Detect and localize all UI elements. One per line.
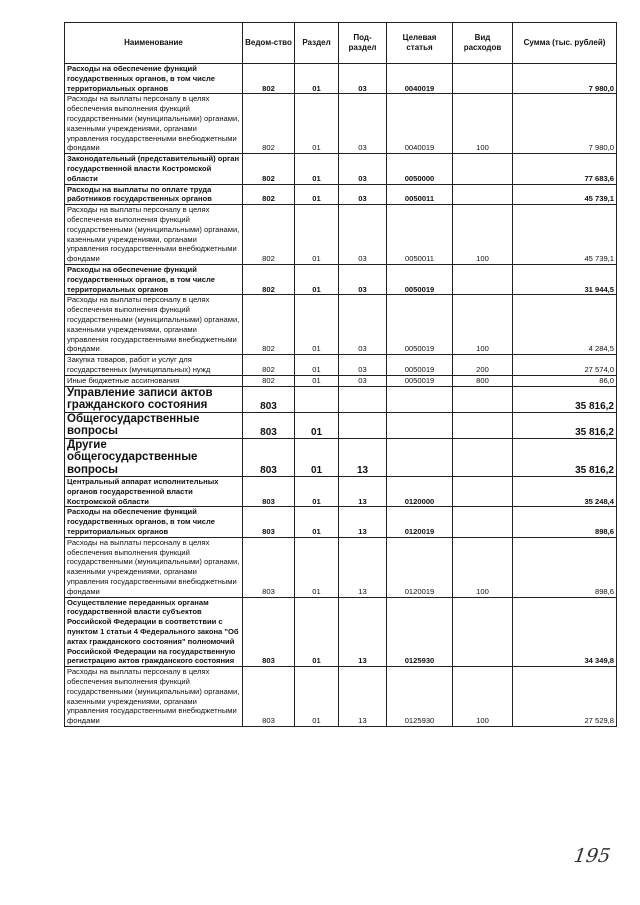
table-row [65,355,617,376]
cell-article: 0120000 [387,477,453,507]
cell-dept: 802 [243,64,295,94]
table-row [65,264,617,294]
cell-subsection: 03 [339,355,387,376]
cell-name: Центральный аппарат исполнительных органов государственной власти Костромской области [65,477,243,507]
cell-name: Расходы на выплаты персоналу в целях обеспечения выполнения функций государственными (муниципальными) органами, казенными учреждениями, органами управления государственными внебюджетными фондами [65,94,243,154]
cell-expense-type [453,154,513,184]
cell-expense-type [453,386,513,412]
cell-name: Иные бюджетные ассигнования [65,375,243,386]
table-row [65,438,617,477]
cell-section: 01 [295,154,339,184]
budget-table [64,22,617,727]
cell-amount: 898,6 [513,537,617,597]
cell-dept: 803 [243,438,295,477]
cell-expense-type: 100 [453,537,513,597]
cell-section: 01 [295,295,339,355]
cell-article: 0120019 [387,537,453,597]
cell-amount: 898,6 [513,507,617,537]
cell-subsection: 03 [339,205,387,265]
cell-dept: 803 [243,537,295,597]
cell-amount: 35 816,2 [513,412,617,438]
cell-amount: 45 739,1 [513,205,617,265]
cell-section: 01 [295,597,339,667]
cell-dept: 802 [243,94,295,154]
cell-amount: 35 248,4 [513,477,617,507]
cell-section: 01 [295,438,339,477]
table-row [65,386,617,412]
cell-subsection: 03 [339,264,387,294]
cell-expense-type: 100 [453,94,513,154]
cell-article: 0125930 [387,667,453,727]
cell-name: Расходы на обеспечение функций государственных органов, в том числе территориальных органов [65,64,243,94]
cell-section: 01 [295,184,339,205]
cell-name: Расходы на выплаты персоналу в целях обеспечения выполнения функций государственными (муниципальными) органами, казенными учреждениями, органами управления государственными внебюджетными фондами [65,667,243,727]
col-header-article: Целевая статья [387,23,453,64]
cell-dept: 802 [243,264,295,294]
cell-article: 0040019 [387,94,453,154]
cell-expense-type [453,438,513,477]
col-header-dept: Ведом-ство [243,23,295,64]
cell-dept: 803 [243,386,295,412]
table-row [65,184,617,205]
cell-expense-type [453,507,513,537]
cell-subsection: 13 [339,507,387,537]
cell-amount: 7 980,0 [513,94,617,154]
cell-article: 0050019 [387,355,453,376]
cell-name: Расходы на обеспечение функций государственных органов, в том числе территориальных органов [65,507,243,537]
cell-subsection [339,386,387,412]
cell-dept: 802 [243,154,295,184]
table-row [65,412,617,438]
cell-dept: 802 [243,355,295,376]
budget-sheet [64,22,616,727]
cell-subsection: 13 [339,537,387,597]
table-row [65,375,617,386]
cell-subsection [339,412,387,438]
cell-subsection: 13 [339,667,387,727]
cell-section: 01 [295,667,339,727]
cell-expense-type [453,412,513,438]
table-row [65,507,617,537]
cell-subsection: 03 [339,375,387,386]
cell-section [295,386,339,412]
cell-expense-type [453,597,513,667]
cell-article: 0040019 [387,64,453,94]
cell-article: 0050019 [387,375,453,386]
cell-article: 0125930 [387,597,453,667]
cell-expense-type: 100 [453,205,513,265]
cell-name: Расходы на выплаты персоналу в целях обеспечения выполнения функций государственными (муниципальными) органами, казенными учреждениями, органами управления государственными внебюджетными фондами [65,205,243,265]
cell-section: 01 [295,477,339,507]
cell-amount: 35 816,2 [513,438,617,477]
cell-section: 01 [295,507,339,537]
cell-dept: 802 [243,295,295,355]
cell-dept: 802 [243,375,295,386]
cell-section: 01 [295,205,339,265]
cell-article: 0050011 [387,184,453,205]
cell-subsection: 13 [339,597,387,667]
header-row [65,23,617,64]
cell-expense-type [453,184,513,205]
cell-dept: 803 [243,507,295,537]
table-row [65,154,617,184]
cell-dept: 802 [243,205,295,265]
cell-amount: 34 349,8 [513,597,617,667]
cell-name: Расходы на выплаты по оплате труда работников государственных органов [65,184,243,205]
cell-expense-type [453,64,513,94]
cell-name: Расходы на выплаты персоналу в целях обеспечения выполнения функций государственными (муниципальными) органами, казенными учреждениями, органами управления государственными внебюджетными фондами [65,537,243,597]
cell-subsection: 03 [339,184,387,205]
cell-dept: 803 [243,477,295,507]
col-header-section: Раздел [295,23,339,64]
cell-name: Управление записи актов гражданского состояния [65,386,243,412]
table-row [65,94,617,154]
cell-name: Расходы на выплаты персоналу в целях обеспечения выполнения функций государственными (муниципальными) органами, казенными учреждениями, органами управления государственными внебюджетными фондами [65,295,243,355]
cell-dept: 803 [243,667,295,727]
cell-amount: 7 980,0 [513,64,617,94]
cell-name: Законодательный (представительный) орган государственной власти Костромской области [65,154,243,184]
cell-expense-type [453,264,513,294]
page-number: 195 [572,845,612,867]
cell-amount: 27 574,0 [513,355,617,376]
cell-dept: 802 [243,184,295,205]
cell-article: 0050019 [387,264,453,294]
cell-amount: 4 284,5 [513,295,617,355]
cell-name: Другие общегосударственные вопросы [65,438,243,477]
cell-name: Закупка товаров, работ и услуг для государственных (муниципальных) нужд [65,355,243,376]
cell-expense-type: 100 [453,667,513,727]
cell-subsection: 03 [339,295,387,355]
table-row [65,205,617,265]
cell-section: 01 [295,264,339,294]
col-header-name: Наименование [65,23,243,64]
table-row [65,64,617,94]
cell-article: 0050000 [387,154,453,184]
col-header-subsection: Под-раздел [339,23,387,64]
cell-section: 01 [295,94,339,154]
table-row [65,667,617,727]
table-row [65,295,617,355]
cell-expense-type: 100 [453,295,513,355]
col-header-expense-type: Вид расходов [453,23,513,64]
cell-section: 01 [295,64,339,94]
cell-expense-type: 200 [453,355,513,376]
cell-article: 0050019 [387,295,453,355]
cell-article [387,386,453,412]
cell-subsection: 13 [339,477,387,507]
table-row [65,537,617,597]
table-row [65,477,617,507]
cell-section: 01 [295,412,339,438]
cell-article: 0050011 [387,205,453,265]
cell-amount: 27 529,8 [513,667,617,727]
cell-subsection: 03 [339,154,387,184]
col-header-amount: Сумма (тыс. рублей) [513,23,617,64]
cell-section: 01 [295,375,339,386]
cell-subsection: 03 [339,64,387,94]
cell-expense-type [453,477,513,507]
table-row [65,597,617,667]
cell-name: Осуществление переданных органам государственной власти субъектов Российской Федерации в соответствии с пунктом 1 статьи 4 Федерального закона "Об актах гражданского состояния" полномочий Российской Федерации на государственную регистрацию актов гражданского состояния [65,597,243,667]
cell-section: 01 [295,537,339,597]
cell-article: 0120019 [387,507,453,537]
cell-amount: 35 816,2 [513,386,617,412]
cell-dept: 803 [243,412,295,438]
cell-subsection: 13 [339,438,387,477]
cell-article [387,438,453,477]
cell-dept: 803 [243,597,295,667]
cell-amount: 31 944,5 [513,264,617,294]
cell-subsection: 03 [339,94,387,154]
cell-section: 01 [295,355,339,376]
cell-name: Общегосударственные вопросы [65,412,243,438]
cell-name: Расходы на обеспечение функций государственных органов, в том числе территориальных органов [65,264,243,294]
cell-article [387,412,453,438]
cell-expense-type: 800 [453,375,513,386]
cell-amount: 86,0 [513,375,617,386]
cell-amount: 45 739,1 [513,184,617,205]
cell-amount: 77 683,6 [513,154,617,184]
